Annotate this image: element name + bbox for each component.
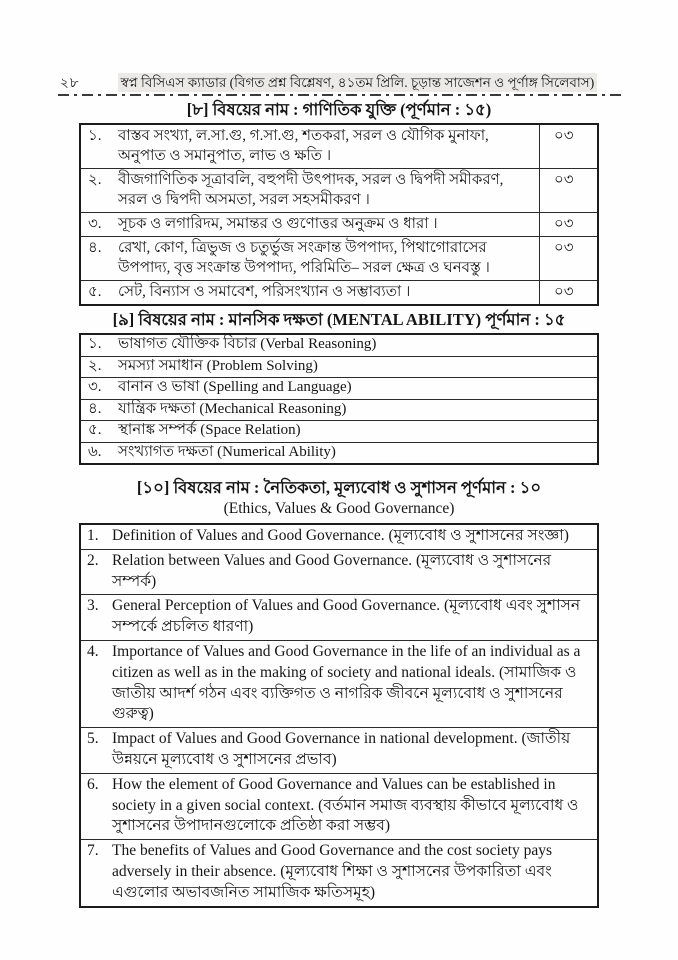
table-row xyxy=(81,212,597,236)
topic-cell xyxy=(81,641,597,727)
row-number: ৪. xyxy=(88,240,102,256)
topic-cell xyxy=(81,595,597,640)
row-text: ভাষাগত যৌক্তিক বিচার (Verbal Reasoning) xyxy=(118,336,377,352)
row-text: সূচক ও লগারিদম, সমান্তর ও গুণোত্তর অনুক্রম ও ধারা । xyxy=(118,216,438,232)
row-text: স্থানাঙ্ক সম্পর্ক (Space Relation) xyxy=(118,422,301,438)
row-number: ২. xyxy=(88,172,102,188)
row-text: Importance of Values and Good Governance in the life of an individual as a citizen as well as in the making of society and national ideals. (সামাজিক ও জাতীয় আদর্শ গঠন এবং ব্যক্তিগত ও নাগরিক জীবনে মূল্যবোধ ও সুশাসনের গুরুত্ব) xyxy=(112,642,581,723)
marks-cell: ০৩ xyxy=(539,125,597,168)
table-row xyxy=(81,839,597,905)
table-row xyxy=(81,420,597,442)
topic-cell xyxy=(81,281,539,304)
section-10-heading: [১০] বিষয়ের নাম : নৈতিকতা, মূল্যবোধ ও সুশাসন পূর্ণমান : ১০ xyxy=(136,478,542,497)
row-number: ৪. xyxy=(88,400,102,417)
row-number: ৩. xyxy=(88,379,102,395)
running-header xyxy=(60,73,622,92)
table-row xyxy=(81,549,597,595)
topic-cell xyxy=(81,169,539,212)
row-number: ১. xyxy=(88,336,102,352)
topic-cell xyxy=(81,378,597,399)
topic-cell xyxy=(81,213,539,236)
section-8-heading: [৮] বিষয়ের নাম : গাণিতিক যুক্তি (পূর্ণমান : ১৫) xyxy=(186,100,492,119)
row-text: General Perception of Values and Good Governance. (মূল্যবোধ এবং সুশাসন সম্পর্কে প্রচলিত ধারণা) xyxy=(112,597,581,636)
row-text: বানান ও ভাষা (Spelling and Language) xyxy=(118,379,352,395)
row-text: সমস্যা সমাধান (Problem Solving) xyxy=(118,357,318,374)
section-10-subheading: (Ethics, Values & Good Governance) xyxy=(223,500,455,517)
topic-cell xyxy=(81,840,597,905)
page-number: ২৮ xyxy=(60,75,80,90)
table-row xyxy=(81,727,597,773)
topic-cell xyxy=(81,237,539,280)
mental-ability-table xyxy=(79,333,599,465)
row-number: ৩. xyxy=(88,216,102,232)
row-text: The benefits of Values and Good Governance and the cost society pays adversely in their absence. (মূল্যবোধ শিক্ষা ও সুশাসনের উপকারিতা এবং এগুলোর অভাবজনিত সামাজিক ক্ষতিসমূহ) xyxy=(112,842,553,901)
row-number: ২. xyxy=(88,357,102,374)
row-number: ৫. xyxy=(88,284,102,300)
topic-cell xyxy=(81,421,597,442)
topic-cell xyxy=(81,525,597,549)
table-row xyxy=(81,377,597,399)
row-text: বাস্তব সংখ্যা, ল.সা.গু, গ.সা.গু, শতকরা, সরল ও যৌগিক মুনাফা, অনুপাত ও সমানুপাত, লাভ ও ক্ষতি । xyxy=(118,128,489,164)
topic-cell xyxy=(81,125,539,168)
row-number: ৬. xyxy=(88,443,102,460)
topic-cell xyxy=(81,335,597,356)
row-text: সেট, বিন্যাস ও সমাবেশ, পরিসংখ্যান ও সম্ভাব্যতা । xyxy=(118,284,411,300)
marks-cell: ০৩ xyxy=(539,169,597,212)
topic-cell xyxy=(81,443,597,464)
table-row xyxy=(81,594,597,640)
table-row xyxy=(81,335,597,356)
row-number: ১. xyxy=(88,128,102,144)
row-text: How the element of Good Governance and Values can be established in society in a given social context. (বর্তমান সমাজ ব্যবস্থায় কীভাবে মূল্যবোধ ও সুশাসনের উপাদানগুলোকে প্রতিষ্ঠা করা সম্ভব) xyxy=(112,775,579,835)
table-row xyxy=(81,525,597,549)
topic-cell xyxy=(81,357,597,378)
table-row xyxy=(81,399,597,421)
topic-cell xyxy=(81,728,597,773)
row-number: 6. xyxy=(87,775,99,793)
row-number: ৫. xyxy=(88,422,102,438)
marks-cell: ০৩ xyxy=(539,237,597,280)
row-text: Definition of Values and Good Governance. (মূল্যবোধ ও সুশাসনের সংজ্ঞা) xyxy=(112,527,569,544)
row-text: বীজগাণিতিক সূত্রাবলি, বহুপদী উৎপাদক, সরল ও দ্বিপদী সমীকরণ, সরল ও দ্বিপদী অসমতা, সরল সহসমীকরণ । xyxy=(118,172,504,208)
math-syllabus-table xyxy=(79,123,599,306)
row-text: Relation between Values and Good Governance. (মূল্যবোধ ও সুশাসনের সম্পর্ক) xyxy=(112,551,552,590)
row-number: 4. xyxy=(87,642,99,660)
table-row xyxy=(81,125,597,168)
book-title: স্বপ্ন বিসিএস ক্যাডার (বিগত প্রশ্ন বিশ্লেষণ, ৪১তম প্রিলি. চূড়ান্ত সাজেশন ও পূর্ণাঙ্গ সিলেবাস) xyxy=(118,73,598,92)
topic-cell xyxy=(81,550,597,595)
table-row xyxy=(81,640,597,727)
topic-cell xyxy=(81,400,597,421)
table-row xyxy=(81,442,597,464)
row-number: 1. xyxy=(87,527,99,544)
topic-cell xyxy=(81,774,597,839)
row-number: 5. xyxy=(87,730,99,748)
row-number: 3. xyxy=(87,597,99,615)
row-text: যান্ত্রিক দক্ষতা (Mechanical Reasoning) xyxy=(118,400,347,417)
table-row xyxy=(81,168,597,212)
table-row xyxy=(81,356,597,378)
row-number: 2. xyxy=(87,551,99,569)
table-row xyxy=(81,280,597,304)
marks-cell: ০৩ xyxy=(539,213,597,236)
row-text: Impact of Values and Good Governance in national development. (জাতীয় উন্নয়নে মূল্যবোধ ও সুশাসনের প্রভাব) xyxy=(112,730,571,768)
row-text: রেখা, কোণ, ত্রিভুজ ও চতুর্ভুজ সংক্রান্ত উপপাদ্য, পিথাগোরাসের উপপাদ্য, বৃত্ত সংক্রান্ত উপপাদ্য, পরিমিতি– সরল ক্ষেত্র ও ঘনবস্তু । xyxy=(118,240,490,276)
row-text: সংখ্যাগত দক্ষতা (Numerical Ability) xyxy=(118,443,336,460)
marks-cell: ০৩ xyxy=(539,281,597,304)
row-number: 7. xyxy=(87,842,99,860)
dash-dot-divider xyxy=(58,94,622,96)
section-9-heading: [৯] বিষয়ের নাম : মানসিক দক্ষতা (MENTAL ABILITY) পূর্ণমান : ১৫ xyxy=(112,310,566,329)
ethics-syllabus-table xyxy=(79,523,599,908)
table-row xyxy=(81,236,597,280)
table-row xyxy=(81,773,597,839)
